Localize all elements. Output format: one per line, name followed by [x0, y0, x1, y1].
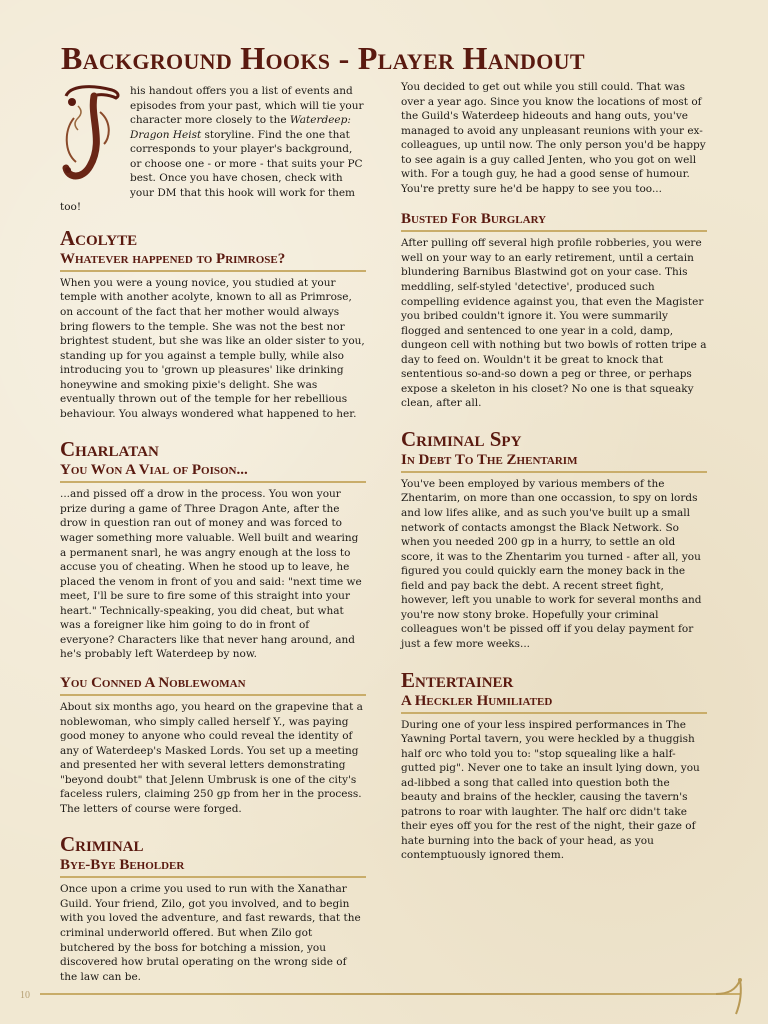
page-number: 10 [20, 990, 30, 1001]
right-column [401, 80, 707, 863]
hook-text-heckler-humiliated: During one of your less inspired performances in The Yawning Portal tavern, you were heckled by a thuggish half orc who told you to: "stop squealing like a half-gutted pig". Never one to take an insult lying down, you ad-libbed a song that called into question both the beauty and brains of the heckler, causing the tavern's patrons to roar with laughter. The half orc didn't take their eyes off you for the rest of the night, their gaze of hate burning into the back of your head, as you contemptuously ignored them. [401, 718, 700, 862]
hook-text-debt-to-zhentarim: You've been employed by various members of the Zhentarim, on more than one occassion, to spy on lords and low lifes alike, and as such you've built up a small network of contacts amongst the Black Network. So when you needed 200 gp in a hurry, to settle an old score, it was to the Zhentarim you turned - after all, you figured you could quickly earn the money back in the field and pay back the debt. A recent street fight, however, left you unable to work for several months and you're now stony broke. Hopefully your criminal colleagues won't be pissed off if you delay payment for just a few more weeks... [401, 477, 702, 650]
hook-title-vial-of-poison: You Won A Vial of Poison... [60, 461, 366, 483]
section-title-criminal: Criminal [60, 832, 144, 857]
hook-title-busted-for-burglary: Busted For Burglary [401, 210, 707, 232]
hook-title-primrose: Whatever happened to Primrose? [60, 250, 366, 272]
hook-text-conned-noblewoman: About six months ago, you heard on the grapevine that a noblewoman, who simply called herself Y., was paying good money to anyone who could reveal the identity of any of Waterdeep's Masked Lords. You set up a meeting and presented her with several letters demonstrating "beyond doubt" that Jelenn Umbrusk is one of the city's faceless rulers, claiming 250 gp from her in the process. The letters of course were forged. [60, 700, 363, 815]
section-title-charlatan: Charlatan [60, 437, 159, 462]
hook-title-debt-to-zhentarim: In Debt To The Zhentarim [401, 451, 707, 473]
section-title-acolyte: Acolyte [60, 225, 138, 250]
hook-text-busted-for-burglary: After pulling off several high profile robberies, you were well on your way to an early retirement, until a certain blundering Barnibus Blastwind got on your case. This meddling, self-styled 'detective', produced such compelling evidence against you, that even the Magister you bribed couldn't ignore it. You were summarily flogged and sentenced to one year in a cold, damp, dungeon cell with nothing but two bowls of rotten tripe a day to feed on. Wouldn't it be great to knock that sententious so-and-so down a peg or three, or perhaps expose a skeleton in his closet? No one is that squeaky clean, after all. [401, 237, 707, 410]
intro-text-start: his handout offers you a list of events and episodes from your past, which will tie your character more closely to the [130, 85, 364, 127]
hook-title-conned-noblewoman: You Conned A Noblewoman [60, 674, 366, 696]
left-column [60, 84, 366, 984]
hook-text-vial-of-poison: ...and pissed off a drow in the process. You won your prize during a game of Three Dragon Ante, after the drow in question ran out of money and was forced to wager something more valuable. Well built and wearing a permanent snarl, he was angry enough at the loss to accuse you of cheating. When he stood up to leave, he placed the venom in front of you and said: "next time we meet, I'll be sure to fire some of this straight into your heart." Technically-speaking, you did cheat, but what was a foreigner like him going to do in front of everyone? Characters like that never hang around, and he's probably left Waterdeep by now. [60, 488, 362, 661]
intro-italic-title: Waterdeep: Dragon Heist [130, 114, 351, 141]
page-title: Background Hooks - Player Handout [61, 40, 585, 76]
hook-title-heckler-humiliated: A Heckler Humiliated [401, 692, 707, 714]
footer-rule [40, 993, 740, 995]
ornamental-dropcap-t-icon [60, 82, 124, 192]
corner-flourish-icon [714, 976, 744, 1020]
intro-paragraph [60, 84, 366, 215]
hook-title-bye-bye-beholder: Bye-Bye Beholder [60, 856, 366, 878]
section-title-criminal-spy: Criminal Spy [401, 426, 522, 451]
intro-text-end: storyline. Find the one that corresponds to your player's background, or choose one - or more - that suits your PC best. Once you have chosen, check with your DM that this hook will work for them too! [60, 128, 363, 214]
hook-text-primrose: When you were a young novice, you studied at your temple with another acolyte, known to all as Primrose, on account of the fact that her mother would always bring flowers to the temple. She was not the best nor brightest student, but she was like an older sister to you, standing up for you against a temple bully, while also introducing you to 'grown up pleasures' like drinking honeywine and smoking pixie's delight. She was eventually thrown out of the temple for her rebellious behaviour. You always wondered what happened to her. [60, 276, 365, 420]
section-title-entertainer: Entertainer [401, 667, 514, 692]
hook-text-bye-bye-beholder: Once upon a crime you used to run with the Xanathar Guild. Your friend, Zilo, got you involved, and to begin with you loved the adventure, and fast rewards, that the criminal underworld offered. But when Zilo got butchered by the boss for botching a mission, you discovered how brutal operating on the wrong side of the law can be. [60, 883, 361, 983]
hook-text-bye-bye-beholder-continued: You decided to get out while you still could. That was over a year ago. Since you know the locations of most of the Guild's Waterdeep hideouts and hang outs, you've managed to avoid any unpleasant reunions with your ex-colleagues, up until now. The only person you'd be happy to see again is a guy called Jenten, who you got on well with. For a tough guy, he had a good sense of humour. You're pretty sure he'd be happy to see you too... [401, 81, 706, 195]
